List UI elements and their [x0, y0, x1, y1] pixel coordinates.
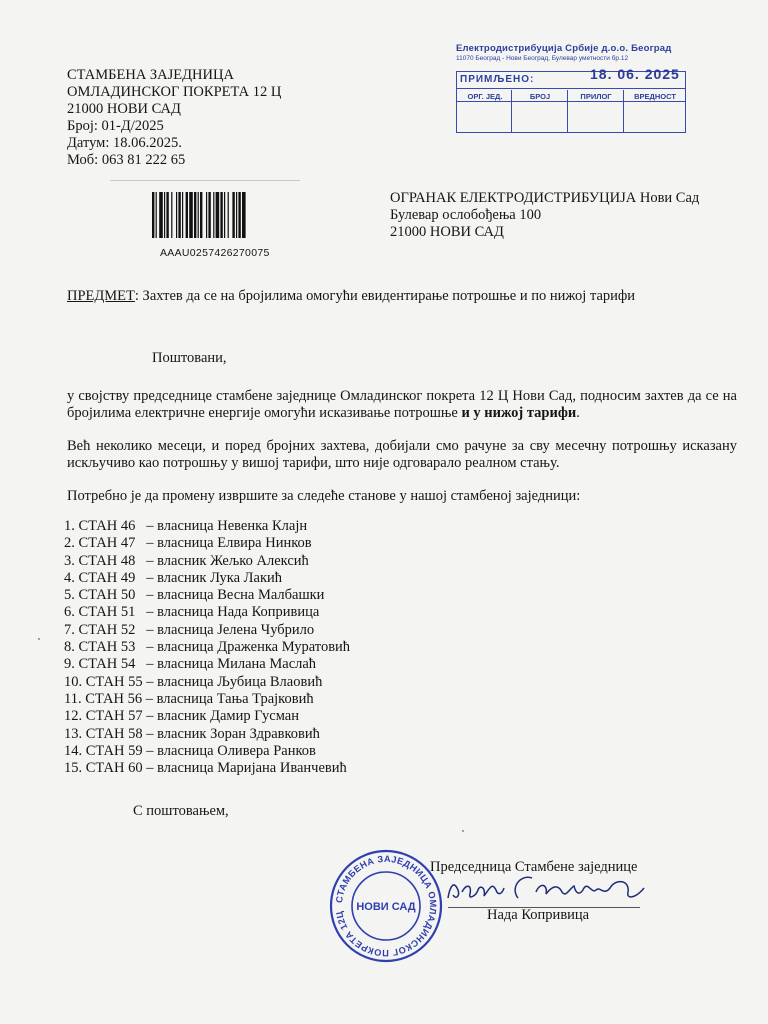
barcode-bar [216, 192, 220, 238]
stamp-divider [623, 90, 624, 132]
list-item: 11. СТАН 56 – власница Тања Трајковић [64, 690, 314, 707]
recipient-city: 21000 НОВИ САД [390, 224, 504, 240]
stamp-divider [511, 90, 512, 132]
paragraph-list-intro: Потребно је да промену извршите за следеће станове у нашој стамбеној заједници: [67, 488, 581, 504]
scan-speck [462, 830, 464, 832]
paragraph-background: Већ неколико месеци, и поред бројних захтева, добијали смо рачуне за сву месечну потрошњу исказану искључиво као потрошњу у вишој тарифи, што није одговарало реалном стању. [67, 438, 737, 471]
list-item: 13. СТАН 58 – власник Зоран Здравковић [64, 725, 320, 742]
stamp-received-label: ПРИМЉЕНО: [460, 74, 535, 85]
signatory-name: Нада Копривица [487, 907, 590, 923]
closing: С поштовањем, [133, 803, 229, 819]
barcode-bar [242, 192, 246, 238]
barcode-bar [224, 192, 225, 238]
seal-center-text: НОВИ САД [356, 901, 416, 913]
barcode-bar [186, 192, 188, 238]
barcode-number: AAAU0257426270075 [160, 247, 270, 259]
barcode-bar [213, 192, 214, 238]
list-item: 8. СТАН 53 – власница Драженка Муратовић [64, 639, 351, 656]
barcode-bar [159, 192, 163, 238]
recipient-street: Булевар ослобођења 100 [390, 207, 542, 223]
sender-phone: Моб: 063 81 222 65 [67, 152, 186, 168]
seal-outer-text: СТАМБЕНА ЗАЈЕДНИЦА ОМЛАДИНСКОГ ПОКРЕТА 12Ц [334, 853, 439, 959]
barcode-bar [178, 192, 180, 238]
barcode-bar [164, 192, 165, 238]
barcode-bar [208, 192, 210, 238]
barcode-bar [200, 192, 202, 238]
handwritten-signature [440, 868, 660, 908]
list-item: 1. СТАН 46 – власница Невенка Клајн [64, 518, 308, 534]
divider [110, 180, 300, 181]
sender-org-line-2: ОМЛАДИНСКОГ ПОКРЕТА 12 Ц [67, 84, 282, 100]
paragraph-request-end: . [576, 405, 580, 421]
received-stamp [456, 43, 692, 135]
list-item: 5. СТАН 50 – власница Весна Малбашки [64, 587, 325, 604]
barcode-bar [236, 192, 237, 238]
list-item: 15. СТАН 60 – власница Маријана Иванчевић [64, 760, 347, 777]
stamp-organization: Електродистрибуција Србије д.о.о. Београд [456, 43, 672, 54]
list-item: 9. СТАН 54 – власница Милана Маслаћ [64, 656, 317, 673]
stamp-col-number: БРОЈ [529, 92, 551, 101]
subject-line [67, 288, 635, 305]
barcode-bar [238, 192, 240, 238]
paragraph-request-text: у својству председнице стамбене заједнице Омладинског покрета 12 Ц Нови Сад, подносим захтев да се на бројилима електричне енергије омогући исказивање потрошње [67, 388, 737, 421]
sender-org-line-1: СТАМБЕНА ЗАЈЕДНИЦА [67, 67, 234, 83]
stamp-grid [456, 66, 686, 133]
document-date: Датум: 18.06.2025. [67, 135, 182, 151]
barcode-bar [152, 192, 154, 238]
barcode-bar [156, 192, 157, 238]
stamp-divider [457, 88, 685, 89]
barcode-bar [182, 192, 183, 238]
greeting: Поштовани, [152, 350, 227, 366]
list-item: 6. СТАН 51 – власница Нада Копривица [64, 604, 320, 621]
recipient-name: ОГРАНАК ЕЛЕКТРОДИСТРИБУЦИЈА Нови Сад [390, 190, 700, 206]
barcode-bar [176, 192, 177, 238]
document-number: Број: 01-Д/2025 [67, 118, 164, 134]
paragraph-request [67, 388, 737, 422]
recipient-block [390, 190, 699, 241]
sender-city: 21000 НОВИ САД [67, 101, 181, 117]
barcode-bar [194, 192, 196, 238]
barcode-bar [198, 192, 199, 238]
barcode-bar [232, 192, 234, 238]
barcode-bar [171, 192, 172, 238]
stamp-date: 18. 06. 2025 [590, 66, 680, 82]
paragraph-request-emphasis: и у нижој тарифи [461, 405, 577, 421]
barcode-bar [220, 192, 222, 238]
stamp-divider [567, 90, 568, 132]
apartment-list [64, 518, 350, 777]
barcode-bar [166, 192, 168, 238]
barcode-bar [228, 192, 229, 238]
scan-speck [38, 638, 40, 640]
stamp-col-value: ВРЕДНОСТ [634, 92, 676, 101]
subject-label: ПРЕДМЕТ [67, 288, 135, 304]
barcode-icon [152, 192, 288, 238]
list-item: 10. СТАН 55 – власница Љубица Влаовић [64, 673, 323, 690]
list-item: 3. СТАН 48 – власник Жељко Алексић [64, 552, 309, 569]
list-item: 2. СТАН 47 – власница Елвира Нинков [64, 535, 312, 552]
signature-title: Председница Стамбене заједнице [430, 859, 638, 875]
list-item: 4. СТАН 49 – власник Лука Лакић [64, 569, 283, 586]
subject-text: : Захтев да се на бројилима омогући евидентирање потрошње и по нижој тарифи [134, 288, 636, 304]
seal-stamp-icon [328, 848, 444, 964]
stamp-col-org-unit: ОРГ. ЈЕД. [467, 92, 503, 101]
list-item: 14. СТАН 59 – власница Оливера Ранков [64, 742, 316, 759]
barcode-bar [189, 192, 193, 238]
stamp-divider [457, 101, 685, 102]
list-item: 7. СТАН 52 – власница Јелена Чубрило [64, 621, 315, 638]
list-item: 12. СТАН 57 – власник Дамир Гусман [64, 708, 300, 725]
stamp-address: 11070 Београд - Нови Београд, Булевар уметности бр.12 [456, 55, 629, 62]
sender-block [67, 67, 281, 169]
stamp-col-attachment: ПРИЛОГ [580, 92, 612, 101]
barcode-bar [206, 192, 207, 238]
